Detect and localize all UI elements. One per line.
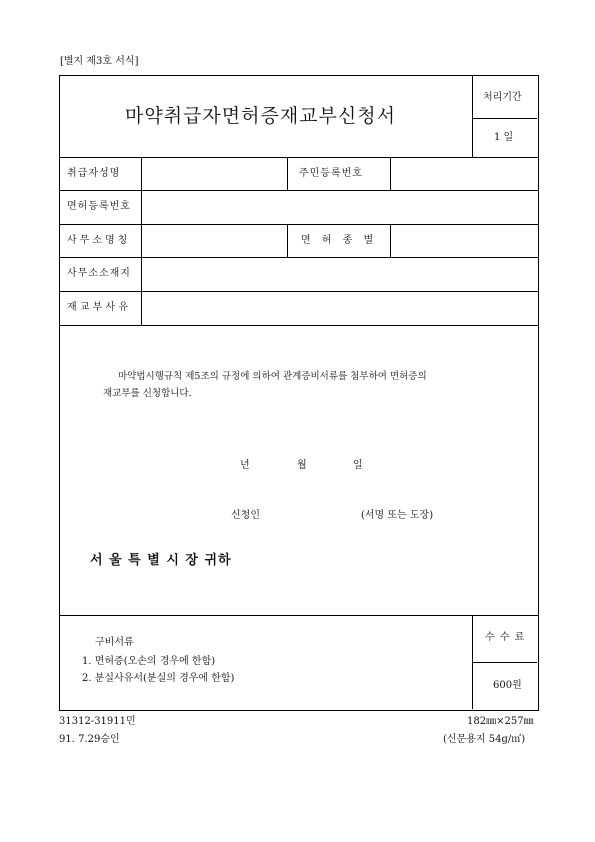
fee-label: 수 수 료 <box>485 632 526 643</box>
date-year-field[interactable] <box>200 456 238 474</box>
license-number-field[interactable] <box>142 191 536 223</box>
form-title: 마약취급자면허증재교부신청서 <box>125 105 396 127</box>
resident-number-field[interactable] <box>391 158 536 189</box>
documents-item-2: 2. 분실사유서(분실의 경우에 한함) <box>82 673 235 684</box>
processing-period-value: 1 일 <box>494 132 514 143</box>
applicant-label: 신청인 <box>231 510 260 521</box>
date-day-field[interactable] <box>312 456 350 474</box>
reissue-reason-label: 재 교 부 사 유 <box>67 302 129 313</box>
statement-line-2: 재교부를 신청합니다. <box>103 388 192 399</box>
license-type-field[interactable] <box>391 225 536 256</box>
fee-value: 600원 <box>493 680 522 691</box>
divider <box>287 224 288 257</box>
office-name-label: 사무소명칭 <box>67 235 131 246</box>
license-number-label: 면허등록번호 <box>67 201 131 212</box>
handler-name-label: 취급자성명 <box>67 168 121 179</box>
office-address-label: 사무소소재지 <box>67 268 131 279</box>
divider <box>59 325 538 326</box>
divider <box>472 662 537 663</box>
footer-size: 182㎜×257㎜ <box>467 716 534 727</box>
footer-approval: 91. 7.29승인 <box>59 734 120 745</box>
date-day: 일 <box>353 460 363 471</box>
statement-line-1: 마약법시행규칙 제5조의 규정에 의하여 관계증비서류를 첨부하여 면허증의 <box>118 371 427 382</box>
divider <box>472 75 473 157</box>
date-month: 월 <box>297 460 307 471</box>
office-address-field[interactable] <box>142 258 536 290</box>
divider <box>472 118 537 119</box>
processing-period-label: 처리기간 <box>483 92 522 103</box>
addressee: 서 울 특 별 시 장 귀하 <box>90 553 232 568</box>
documents-item-1: 1. 면허증(오손의 경우에 한함) <box>82 656 216 667</box>
signature-note: (서명 또는 도장) <box>361 510 434 521</box>
applicant-name-field[interactable] <box>266 506 358 524</box>
reissue-reason-field[interactable] <box>142 292 536 324</box>
handler-name-field[interactable] <box>142 158 286 189</box>
footer-paper: (신문용지 54g/㎡) <box>443 734 526 745</box>
license-type-label: 면 허 종 별 <box>301 235 378 246</box>
date-year: 년 <box>240 460 250 471</box>
form-number: [별지 제3호 서식] <box>60 56 139 67</box>
resident-number-label: 주민등록번호 <box>299 168 363 179</box>
divider <box>287 157 288 190</box>
documents-title: 구비서류 <box>95 637 134 648</box>
divider <box>59 615 538 616</box>
office-name-field[interactable] <box>142 225 286 256</box>
date-month-field[interactable] <box>256 456 294 474</box>
footer-code: 31312-31911민 <box>59 716 136 727</box>
